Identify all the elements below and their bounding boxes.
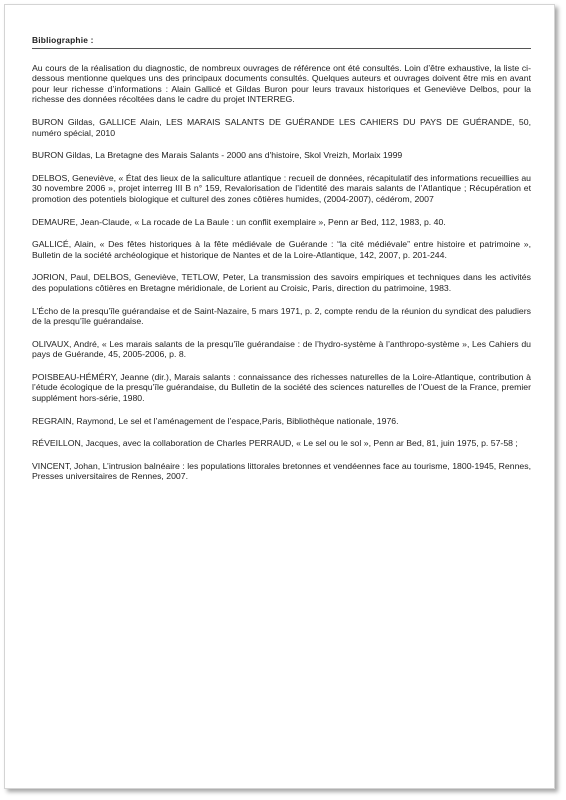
document-content	[32, 35, 531, 494]
reference-gallice: GALLICÉ, Alain, « Des fêtes historiques à la fête médiévale de Guérande : “la cité médiévale” entre histoire et patrimoine », Bulletin de la société archéologique et historique de Nantes et de la Loire-Atlantique, 142, 2007, p. 201-244.	[32, 239, 531, 260]
document-page	[4, 4, 555, 789]
reference-vincent: VINCENT, Johan, L’intrusion balnéaire : les populations littorales bretonnes et vendéennes face au tourisme, 1800-1945, Rennes, Presses universitaires de Rennes, 2007.	[32, 460, 531, 482]
reference-olivaux: OLIVAUX, André, « Les marais salants de la presqu’île guérandaise : de l’hydro-système à l’anthropo-système », Les Cahiers du pays de Guérande, 45, 2005-2006, p. 8.	[32, 338, 531, 360]
reference-demaure: DEMAURE, Jean-Claude, « La rocade de La Baule : un conflit exemplaire », Penn ar Bed, 112, 1983, p. 40.	[32, 216, 446, 227]
reference-jorion: JORION, Paul, DELBOS, Geneviève, TETLOW, Peter, La transmission des savoirs empiriques et techniques dans les activités des populations côtières en Bretagne méridionale, de Lorient au Croisic, Paris, direction du patrimoine, 1983.	[32, 272, 531, 293]
reference-delbos: DELBOS, Geneviève, « État des lieux de la saliculture atlantique : recueil de données, récapitulatif des informations recueillies au 30 novembre 2006 », projet interreg III B n° 159, Revalorisation de l’identité des marais salants de l’Atlantique ; Récupération et promotion des potentiels biologique et culturel des zones côtières humides, (2004-2007), cédérom, 2007	[32, 172, 531, 204]
reference-echo: L’Écho de la presqu’île guérandaise et de Saint-Nazaire, 5 mars 1971, p. 2, compte rendu de la réunion du syndicat des paludiers de la presqu’île guérandaise.	[32, 305, 531, 327]
reference-poisbeau-hemery: POISBEAU-HÉMÉRY, Jeanne (dir.), Marais salants : connaissance des richesses naturelles de la Loire-Atlantique, contribution à l’étude écologique de la presqu’île guérandaise, du Bulletin de la société des sciences naturelles de l’Ouest de la France, premier supplément hors-série, 1980.	[32, 371, 531, 404]
reference-buron-gallice: BURON Gildas, GALLICE Alain, LES MARAIS SALANTS DE GUÉRANDE LES CAHIERS DU PAYS DE GUÉRANDE, 50, numéro spécial, 2010	[32, 116, 531, 138]
intro-paragraph: Au cours de la réalisation du diagnostic, de nombreux ouvrages de référence ont été consultés. Loin d’être exhaustive, la liste ci-dessous mentionne quelques uns des principaux documents consultés. Quelques auteurs et ouvrages doivent être mis en avant pour leur richesse d’informations : Alain Gallicé et Gildas Buron pour leurs travaux historiques et Geneviève Delbos, pour la richesse des données récoltées dans le cadre du projet INTERREG.	[32, 62, 531, 105]
section-heading: Bibliographie :	[32, 35, 531, 49]
reference-regrain: REGRAIN, Raymond, Le sel et l’aménagement de l’espace,Paris, Bibliothèque nationale, 1976.	[32, 415, 399, 426]
reference-buron: BURON Gildas, La Bretagne des Marais Salants - 2000 ans d'histoire, Skol Vreizh, Morlaix 1999	[32, 150, 403, 161]
reference-reveillon: RÉVEILLON, Jacques, avec la collaboration de Charles PERRAUD, « Le sel ou le sol », Penn ar Bed, 81, juin 1975, p. 57-58 ;	[32, 438, 518, 449]
